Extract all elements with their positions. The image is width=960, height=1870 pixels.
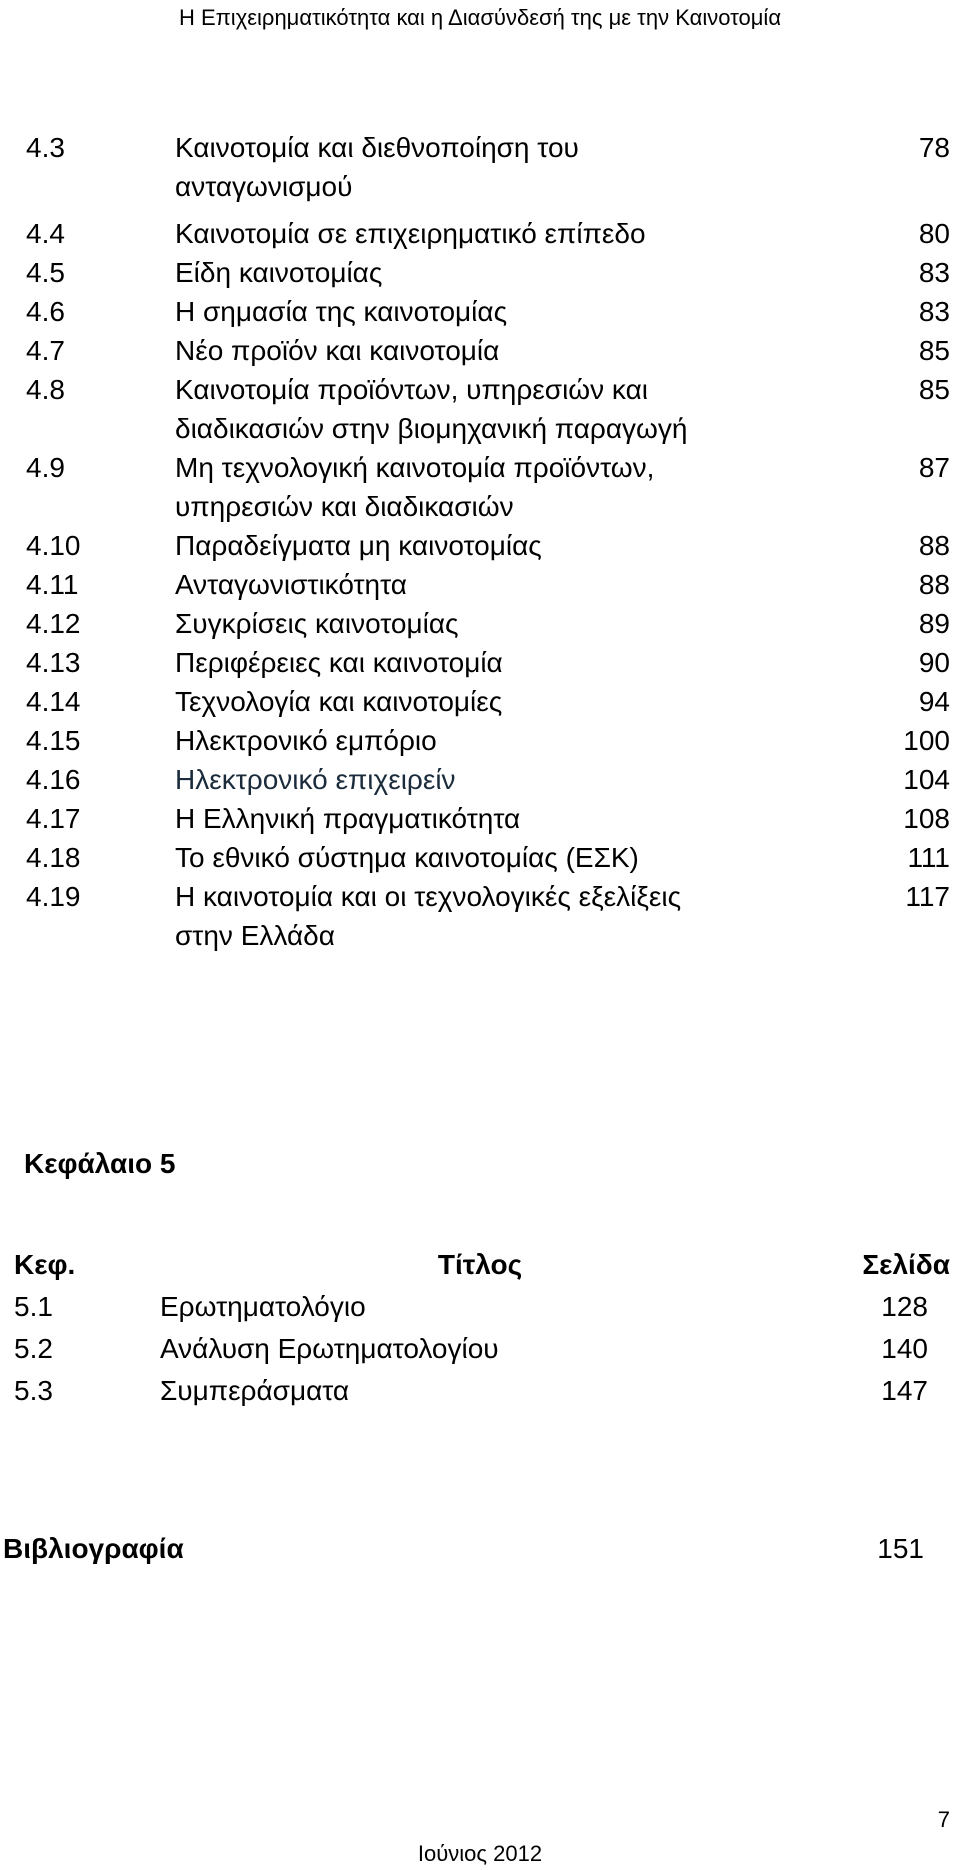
- toc-entry-4-14: [0, 682, 960, 721]
- toc-entry-page: 83: [918, 257, 950, 288]
- toc-entry-4-7: [0, 331, 960, 370]
- chapter-5-table: [0, 1288, 960, 1414]
- toc-entry-page: 111: [907, 842, 950, 873]
- row-title: Ανάλυση Ερωτηματολογίου: [160, 1333, 499, 1364]
- toc-entry-4-18: [0, 838, 960, 877]
- toc-entry-page: 83: [918, 296, 950, 327]
- toc-entry-page: 117: [905, 881, 950, 912]
- toc-entry-4-9: [0, 448, 960, 526]
- running-header: Η Επιχειρηματικότητα και η Διασύνδεσή της με την Καινοτομία: [178, 5, 782, 30]
- toc-chapter-4: [0, 128, 960, 955]
- table-row: [0, 1372, 960, 1414]
- toc-entry-4-13: [0, 643, 960, 682]
- toc-entry-number: 4.3: [26, 132, 65, 163]
- toc-entry-title: Ανταγωνιστικότητα: [175, 569, 407, 600]
- bibliography-page: 151: [877, 1533, 924, 1564]
- table-row: [0, 1288, 960, 1330]
- toc-entry-page: 78: [918, 132, 950, 163]
- footer-date: Ιούνιος 2012: [417, 1841, 543, 1866]
- toc-entry-4-3: [0, 128, 960, 206]
- toc-entry-title: Ηλεκτρονικό εμπόριο: [175, 725, 437, 756]
- toc-entry-number: 4.14: [26, 686, 81, 717]
- toc-entry-number: 4.15: [26, 725, 81, 756]
- toc-entry-title: Τεχνολογία και καινοτομίες: [175, 686, 503, 717]
- toc-entry-number: 4.7: [26, 335, 65, 366]
- toc-entry-title: Καινοτομία σε επιχειρηματικό επίπεδο: [175, 218, 646, 249]
- column-header-title: Τίτλος: [437, 1249, 523, 1280]
- toc-entry-4-10: [0, 526, 960, 565]
- row-number: 5.2: [14, 1333, 53, 1364]
- toc-entry-4-4: [0, 214, 960, 253]
- toc-entry-title: Είδη καινοτομίας: [175, 257, 383, 288]
- row-page: 128: [881, 1291, 928, 1322]
- toc-entry-title: Παραδείγματα μη καινοτομίας: [175, 530, 542, 561]
- toc-entry-title: Συγκρίσεις καινοτομίας: [175, 608, 459, 639]
- toc-entry-4-5: [0, 253, 960, 292]
- toc-entry-page: 108: [903, 803, 950, 834]
- toc-entry-title: Η Ελληνική πραγματικότητα: [175, 803, 521, 834]
- toc-entry-number: 4.13: [26, 647, 81, 678]
- toc-entry-page: 100: [903, 725, 950, 756]
- toc-entry-title: Μη τεχνολογική καινοτομία προϊόντων, υπηρεσιών και διαδικασιών: [175, 452, 655, 522]
- column-header-number: Κεφ.: [14, 1249, 76, 1280]
- toc-entry-4-15: [0, 721, 960, 760]
- toc-entry-number: 4.19: [26, 881, 81, 912]
- chapter-5-heading: Κεφάλαιο 5: [24, 1148, 176, 1179]
- toc-entry-page: 88: [918, 569, 950, 600]
- toc-entry-page: 87: [918, 452, 950, 483]
- row-page: 147: [881, 1375, 928, 1406]
- toc-entry-title: Η καινοτομία και οι τεχνολογικές εξελίξεις στην Ελλάδα: [175, 881, 682, 951]
- toc-entry-number: 4.18: [26, 842, 81, 873]
- toc-entry-title: Νέο προϊόν και καινοτομία: [175, 335, 500, 366]
- row-title: Συμπεράσματα: [160, 1375, 350, 1406]
- toc-entry-number: 4.10: [26, 530, 81, 561]
- toc-entry-title: Ηλεκτρονικό επιχειρείν: [175, 764, 456, 795]
- toc-entry-page: 80: [918, 218, 950, 249]
- row-number: 5.3: [14, 1375, 53, 1406]
- toc-entry-4-11: [0, 565, 960, 604]
- toc-entry-page: 85: [918, 374, 950, 405]
- toc-entry-title: Καινοτομία και διεθνοποίηση του ανταγωνισμού: [175, 132, 579, 202]
- row-page: 140: [881, 1333, 928, 1364]
- toc-entry-title: Το εθνικό σύστημα καινοτομίας (ΕΣΚ): [175, 842, 639, 873]
- toc-entry-4-8: [0, 370, 960, 448]
- toc-entry-number: 4.8: [26, 374, 65, 405]
- toc-entry-page: 104: [903, 764, 950, 795]
- toc-entry-title: Περιφέρειες και καινοτομία: [175, 647, 503, 678]
- toc-entry-page: 88: [918, 530, 950, 561]
- toc-entry-number: 4.17: [26, 803, 81, 834]
- row-title: Ερωτηματολόγιο: [160, 1291, 366, 1322]
- row-number: 5.1: [14, 1291, 53, 1322]
- bibliography-label: Βιβλιογραφία: [3, 1533, 184, 1564]
- column-header-page: Σελίδα: [862, 1249, 950, 1280]
- toc-entry-4-12: [0, 604, 960, 643]
- toc-entry-number: 4.9: [26, 452, 65, 483]
- toc-entry-number: 4.5: [26, 257, 65, 288]
- toc-entry-page: 94: [918, 686, 950, 717]
- toc-entry-page: 89: [918, 608, 950, 639]
- toc-entry-number: 4.12: [26, 608, 81, 639]
- toc-entry-4-6: [0, 292, 960, 331]
- toc-entry-4-19: [0, 877, 960, 955]
- toc-entry-4-17: [0, 799, 960, 838]
- toc-entry-number: 4.6: [26, 296, 65, 327]
- page-number: 7: [937, 1807, 950, 1832]
- toc-entry-page: 85: [918, 335, 950, 366]
- toc-entry-page: 90: [918, 647, 950, 678]
- table-row: [0, 1330, 960, 1372]
- toc-entry-title: Η σημασία της καινοτομίας: [175, 296, 508, 327]
- toc-entry-title: Καινοτομία προϊόντων, υπηρεσιών και διαδικασιών στην βιομηχανική παραγωγή: [175, 374, 688, 444]
- toc-entry-number: 4.16: [26, 764, 81, 795]
- toc-entry-number: 4.11: [26, 569, 79, 600]
- toc-entry-4-16: [0, 760, 960, 799]
- toc-entry-number: 4.4: [26, 218, 65, 249]
